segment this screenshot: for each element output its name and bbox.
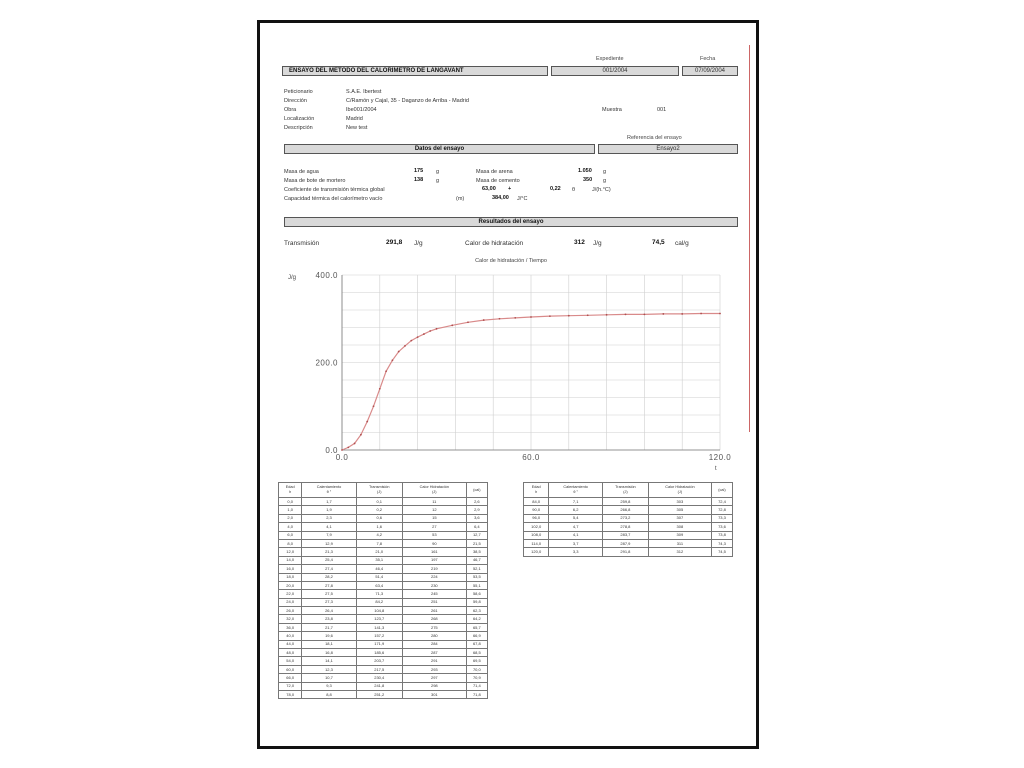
table-cell: 46,7 — [466, 556, 487, 564]
table-row — [279, 498, 488, 506]
table-cell: 301 — [402, 690, 466, 698]
table-row — [279, 590, 488, 598]
referencia-label: Referencia del ensayo — [627, 135, 682, 141]
table-cell: 224 — [402, 573, 466, 581]
table-cell: 161 — [402, 548, 466, 556]
data-point — [360, 434, 362, 436]
table-cell: 71,3 — [356, 590, 402, 598]
table-cell: 291 — [402, 657, 466, 665]
table-cell: 4,1 — [302, 523, 356, 531]
table-cell: 2,0 — [279, 514, 302, 522]
table-cell: 27,5 — [302, 590, 356, 598]
table-cell: 16,0 — [279, 565, 302, 573]
table-cell: 171,9 — [356, 640, 402, 648]
direccion-value: C/Ramón y Cajal, 35 - Daganzo de Arriba - Madrid — [346, 98, 469, 104]
data-point — [606, 314, 608, 316]
table-row — [524, 539, 733, 547]
table-row — [279, 556, 488, 564]
table-row — [524, 531, 733, 539]
table-row — [279, 640, 488, 648]
data-point — [436, 328, 438, 330]
table-cell: 2,9 — [466, 506, 487, 514]
table-row — [279, 598, 488, 606]
table-cell: 2,6 — [466, 498, 487, 506]
calor2-value: 74,5 — [652, 239, 665, 246]
table-cell: 74,5 — [711, 548, 732, 556]
table-cell: 1,6 — [356, 523, 402, 531]
table-cell: 307 — [648, 514, 711, 522]
table-right-header: Edad h — [524, 483, 549, 498]
table-cell: 287 — [402, 649, 466, 657]
table-right-header: Calentamiento θ ° — [549, 483, 603, 498]
report-sheet — [257, 20, 759, 749]
table-cell: 38,5 — [466, 548, 487, 556]
table-row — [279, 531, 488, 539]
table-cell: 96,0 — [524, 514, 549, 522]
table-cell: 305 — [648, 506, 711, 514]
table-cell: 36,0 — [279, 623, 302, 631]
masa-arena-unit: g — [603, 169, 607, 175]
table-cell: 12 — [402, 506, 466, 514]
table-cell: 197 — [402, 556, 466, 564]
data-point — [392, 359, 394, 361]
table-cell: 259,8 — [602, 498, 648, 506]
data-point — [417, 336, 419, 338]
table-left-header: Edad h — [279, 483, 302, 498]
table-row — [279, 690, 488, 698]
table-cell: 52,1 — [466, 565, 487, 573]
table-cell: 90 — [402, 539, 466, 547]
table-cell: 230 — [402, 581, 466, 589]
table-cell: 51,4 — [356, 573, 402, 581]
data-point — [644, 313, 646, 315]
table-cell: 284 — [402, 640, 466, 648]
table-cell: 104,8 — [356, 607, 402, 615]
coef-op: + — [508, 186, 512, 192]
descripcion-label: Descripción — [284, 125, 313, 131]
table-cell: 0,6 — [356, 514, 402, 522]
table-cell: 8,8 — [302, 690, 356, 698]
y-tick-label: 200.0 — [315, 358, 338, 368]
localizacion-value: Madrid — [346, 116, 363, 122]
masa-agua-label: Masa de agua — [284, 169, 319, 175]
table-cell: 241,8 — [356, 682, 402, 690]
table-cell: 28,2 — [302, 573, 356, 581]
table-row — [279, 657, 488, 665]
data-point — [700, 313, 702, 315]
table-cell: 120,0 — [524, 548, 549, 556]
table-row — [279, 615, 488, 623]
table-cell: 66,0 — [279, 674, 302, 682]
data-point — [530, 316, 532, 318]
table-cell: 12,9 — [302, 539, 356, 547]
y-axis-label: J/g — [288, 275, 297, 281]
table-cell: 1,7 — [302, 498, 356, 506]
cap-sym: (m) — [456, 196, 465, 202]
expediente-value: 001/2004 — [551, 66, 679, 76]
table-cell: 14,0 — [279, 556, 302, 564]
cap-unit: J/°C — [517, 196, 528, 202]
table-cell: 275 — [402, 623, 466, 631]
table-row — [524, 548, 733, 556]
table-cell: 311 — [648, 539, 711, 547]
table-cell: 66,9 — [466, 632, 487, 640]
table-row — [279, 623, 488, 631]
transmision-label: Transmisión — [284, 240, 320, 247]
localizacion-label: Localización — [284, 116, 315, 122]
table-cell: 123,7 — [356, 615, 402, 623]
table-left-header: Calor Hidratación (J) — [402, 483, 466, 498]
table-cell: 309 — [648, 531, 711, 539]
coef-a: 63,00 — [482, 186, 496, 192]
table-cell: 185,6 — [356, 649, 402, 657]
table-cell: 8,0 — [279, 539, 302, 547]
table-cell: 12,0 — [279, 548, 302, 556]
table-cell: 84,2 — [356, 598, 402, 606]
cap-label: Capacidad térmica del calorímetro vacío — [284, 196, 383, 202]
table-cell: 7,1 — [549, 498, 603, 506]
table-cell: 78,0 — [279, 690, 302, 698]
table-cell: 32,0 — [279, 615, 302, 623]
coef-b: 0,22 — [550, 186, 561, 192]
table-cell: 68,5 — [466, 649, 487, 657]
masa-cemento-unit: g — [603, 178, 607, 184]
table-cell: 303 — [648, 498, 711, 506]
data-point — [514, 317, 516, 319]
x-axis-label: t — [715, 466, 717, 472]
table-left-header: Transmisión (J) — [356, 483, 402, 498]
direccion-label: Dirección — [284, 98, 307, 104]
table-cell: 60,0 — [279, 665, 302, 673]
table-cell: 297 — [402, 674, 466, 682]
y-tick-label: 0.0 — [325, 446, 338, 455]
table-cell: 6,2 — [549, 506, 603, 514]
table-row — [524, 506, 733, 514]
data-point — [587, 314, 589, 316]
data-point — [681, 313, 683, 315]
data-point — [385, 370, 387, 372]
results-table-right — [523, 482, 733, 557]
coef-var: θ — [572, 187, 576, 193]
table-cell: 21,5 — [466, 539, 487, 547]
table-cell: 53 — [402, 531, 466, 539]
table-cell: 7,8 — [356, 539, 402, 547]
expediente-label: Expediente — [596, 56, 624, 62]
data-point — [398, 351, 400, 353]
report-title: ENSAYO DEL METODO DEL CALORIMETRO DE LANGAVANT — [282, 66, 548, 76]
table-cell: 18,1 — [302, 640, 356, 648]
table-cell: 291,8 — [602, 548, 648, 556]
table-cell: 245 — [402, 590, 466, 598]
table-cell: 65,7 — [466, 623, 487, 631]
table-cell: 230,4 — [356, 674, 402, 682]
table-cell: 15 — [402, 514, 466, 522]
table-cell: 18,0 — [279, 573, 302, 581]
table-cell: 308 — [648, 523, 711, 531]
table-cell: 11 — [402, 498, 466, 506]
data-point — [347, 446, 349, 448]
table-cell: 72,0 — [279, 682, 302, 690]
table-cell: 203,7 — [356, 657, 402, 665]
table-cell: 69,5 — [466, 657, 487, 665]
table-row — [279, 674, 488, 682]
table-cell: 21,0 — [356, 548, 402, 556]
x-tick-label: 60.0 — [522, 453, 540, 462]
table-cell: 62,3 — [466, 607, 487, 615]
table-row — [279, 514, 488, 522]
table-cell: 217,5 — [356, 665, 402, 673]
table-right-header: Calor Hidratación (J) — [648, 483, 711, 498]
table-cell: 6,0 — [279, 531, 302, 539]
table-cell: 114,0 — [524, 539, 549, 547]
table-cell: 4,0 — [279, 523, 302, 531]
table-cell: 268 — [402, 615, 466, 623]
table-cell: 16,8 — [302, 649, 356, 657]
table-cell: 70,0 — [466, 665, 487, 673]
table-cell: 23,8 — [302, 615, 356, 623]
table-cell: 27 — [402, 523, 466, 531]
data-point — [662, 313, 664, 315]
table-cell: 84,0 — [524, 498, 549, 506]
masa-bote-value: 138 — [414, 177, 424, 183]
table-cell: 5,4 — [549, 514, 603, 522]
table-cell: 261 — [402, 607, 466, 615]
table-cell: 287,9 — [602, 539, 648, 547]
peticionario-label: Peticionario — [284, 89, 313, 95]
table-cell: 12,3 — [302, 665, 356, 673]
table-right-header: Transmisión (J) — [602, 483, 648, 498]
coef-label: Coeficiente de transmisión térmica global — [284, 187, 385, 193]
table-cell: 73,3 — [711, 514, 732, 522]
table-row — [279, 573, 488, 581]
table-cell: 12,7 — [466, 531, 487, 539]
descripcion-value: New test — [346, 125, 368, 131]
data-point — [467, 321, 469, 323]
table-row — [524, 523, 733, 531]
data-point — [379, 388, 381, 390]
datos-section-title: Datos del ensayo — [284, 144, 595, 154]
referencia-value: Ensayo2 — [598, 144, 738, 154]
table-cell: 27,4 — [302, 565, 356, 573]
masa-agua-unit: g — [436, 169, 440, 175]
table-cell: 35,1 — [356, 556, 402, 564]
table-cell: 1,0 — [279, 506, 302, 514]
table-right-header: (cal) — [711, 483, 732, 498]
table-row — [524, 514, 733, 522]
table-cell: 74,3 — [711, 539, 732, 547]
table-cell: 27,3 — [302, 598, 356, 606]
hydration-chart — [280, 253, 740, 472]
table-cell: 219 — [402, 565, 466, 573]
table-cell: 0,0 — [279, 498, 302, 506]
table-cell: 71,4 — [466, 682, 487, 690]
table-cell: 14,1 — [302, 657, 356, 665]
table-cell: 40,0 — [279, 632, 302, 640]
data-point — [429, 330, 431, 332]
table-cell: 298 — [402, 682, 466, 690]
table-row — [279, 682, 488, 690]
table-row — [524, 498, 733, 506]
table-row — [279, 506, 488, 514]
data-point — [366, 421, 368, 423]
table-cell: 0,2 — [356, 506, 402, 514]
fecha-label: Fecha — [700, 56, 716, 62]
table-cell: 48,0 — [279, 649, 302, 657]
table-cell: 7,9 — [302, 531, 356, 539]
table-row — [279, 548, 488, 556]
data-point — [568, 315, 570, 317]
table-cell: 4,2 — [356, 531, 402, 539]
table-cell: 58,6 — [466, 590, 487, 598]
table-row — [279, 649, 488, 657]
transmision-unit: J/g — [414, 240, 423, 247]
masa-agua-value: 175 — [414, 168, 424, 174]
table-row — [279, 581, 488, 589]
calor-value: 312 — [574, 239, 585, 246]
resultados-section-title: Resultados del ensayo — [284, 217, 738, 227]
table-cell: 27,8 — [302, 581, 356, 589]
table-cell: 70,9 — [466, 674, 487, 682]
table-cell: 73,6 — [711, 523, 732, 531]
table-row — [279, 665, 488, 673]
calor2-unit: cal/g — [675, 240, 689, 247]
table-cell: 280 — [402, 632, 466, 640]
obra-value: Ibe001/2004 — [346, 107, 377, 113]
table-row — [279, 632, 488, 640]
data-point — [410, 340, 412, 342]
table-cell: 102,0 — [524, 523, 549, 531]
table-left-header: (cal) — [466, 483, 487, 498]
table-cell: 72,4 — [711, 498, 732, 506]
table-cell: 278,8 — [602, 523, 648, 531]
table-cell: 1,9 — [302, 506, 356, 514]
data-point — [483, 319, 485, 321]
table-cell: 64,2 — [466, 615, 487, 623]
masa-bote-unit: g — [436, 178, 440, 184]
peticionario-value: S.A.E. Ibertest — [346, 89, 382, 95]
data-point — [451, 324, 453, 326]
table-left-header: Calentamiento θ ° — [302, 483, 356, 498]
obra-label: Obra — [284, 107, 297, 113]
table-cell: 21,3 — [302, 548, 356, 556]
table-cell: 0,1 — [356, 498, 402, 506]
table-row — [279, 607, 488, 615]
fecha-value: 07/09/2004 — [682, 66, 738, 76]
table-cell: 26,4 — [302, 607, 356, 615]
table-cell: 46,4 — [356, 565, 402, 573]
table-cell: 293 — [402, 665, 466, 673]
x-tick-label: 120.0 — [708, 453, 732, 462]
table-cell: 283,7 — [602, 531, 648, 539]
table-cell: 20,0 — [279, 581, 302, 589]
table-cell: 67,8 — [466, 640, 487, 648]
table-cell: 251 — [402, 598, 466, 606]
data-point — [341, 449, 343, 451]
data-point — [625, 313, 627, 315]
muestra-label: Muestra — [602, 107, 622, 113]
table-cell: 4,1 — [549, 531, 603, 539]
table-cell: 266,8 — [602, 506, 648, 514]
table-cell: 54,0 — [279, 657, 302, 665]
table-cell: 157,2 — [356, 632, 402, 640]
table-cell: 141,3 — [356, 623, 402, 631]
chart-title: Calor de hidratación / Tiempo — [475, 258, 547, 264]
table-cell: 26,0 — [279, 607, 302, 615]
table-cell: 72,8 — [711, 506, 732, 514]
table-cell: 251,2 — [356, 690, 402, 698]
results-table-left — [278, 482, 488, 699]
calor-label: Calor de hidratación — [465, 240, 524, 247]
cap-value: 384,00 — [492, 195, 509, 201]
data-point — [719, 313, 721, 315]
muestra-value: 001 — [657, 107, 667, 113]
margin-line — [749, 45, 750, 432]
table-cell: 3,7 — [549, 539, 603, 547]
table-cell: 59,8 — [466, 598, 487, 606]
masa-cemento-value: 350 — [583, 177, 593, 183]
masa-bote-label: Masa de bote de mortero — [284, 178, 346, 184]
table-cell: 312 — [648, 548, 711, 556]
table-cell: 71,8 — [466, 690, 487, 698]
table-row — [279, 565, 488, 573]
masa-arena-label: Masa de arena — [476, 169, 513, 175]
table-cell: 273,2 — [602, 514, 648, 522]
data-point — [423, 333, 425, 335]
table-cell: 44,0 — [279, 640, 302, 648]
table-cell: 55,1 — [466, 581, 487, 589]
table-cell: 3,6 — [466, 514, 487, 522]
table-cell: 10,7 — [302, 674, 356, 682]
table-cell: 90,0 — [524, 506, 549, 514]
table-cell: 21,7 — [302, 623, 356, 631]
data-point — [499, 318, 501, 320]
transmision-value: 291,8 — [386, 239, 403, 246]
table-cell: 3,3 — [549, 548, 603, 556]
x-tick-label: 0.0 — [335, 453, 349, 462]
table-cell: 6,4 — [466, 523, 487, 531]
masa-arena-value: 1.050 — [578, 168, 592, 174]
data-point — [373, 405, 375, 407]
y-tick-label: 400.0 — [315, 271, 338, 280]
table-row — [279, 523, 488, 531]
masa-cemento-label: Masa de cemento — [476, 178, 520, 184]
table-cell: 108,0 — [524, 531, 549, 539]
table-cell: 19,6 — [302, 632, 356, 640]
table-cell: 9,3 — [302, 682, 356, 690]
table-row — [279, 539, 488, 547]
table-cell: 53,5 — [466, 573, 487, 581]
table-cell: 4,7 — [549, 523, 603, 531]
table-cell: 73,8 — [711, 531, 732, 539]
data-point — [354, 443, 356, 445]
table-cell: 25,4 — [302, 556, 356, 564]
table-cell: 2,3 — [302, 514, 356, 522]
table-cell: 24,0 — [279, 598, 302, 606]
table-cell: 63,4 — [356, 581, 402, 589]
coef-unit: J/(h.°C) — [592, 187, 611, 193]
calor-unit: J/g — [593, 240, 602, 247]
table-cell: 22,0 — [279, 590, 302, 598]
data-point — [549, 315, 551, 317]
data-point — [404, 345, 406, 347]
